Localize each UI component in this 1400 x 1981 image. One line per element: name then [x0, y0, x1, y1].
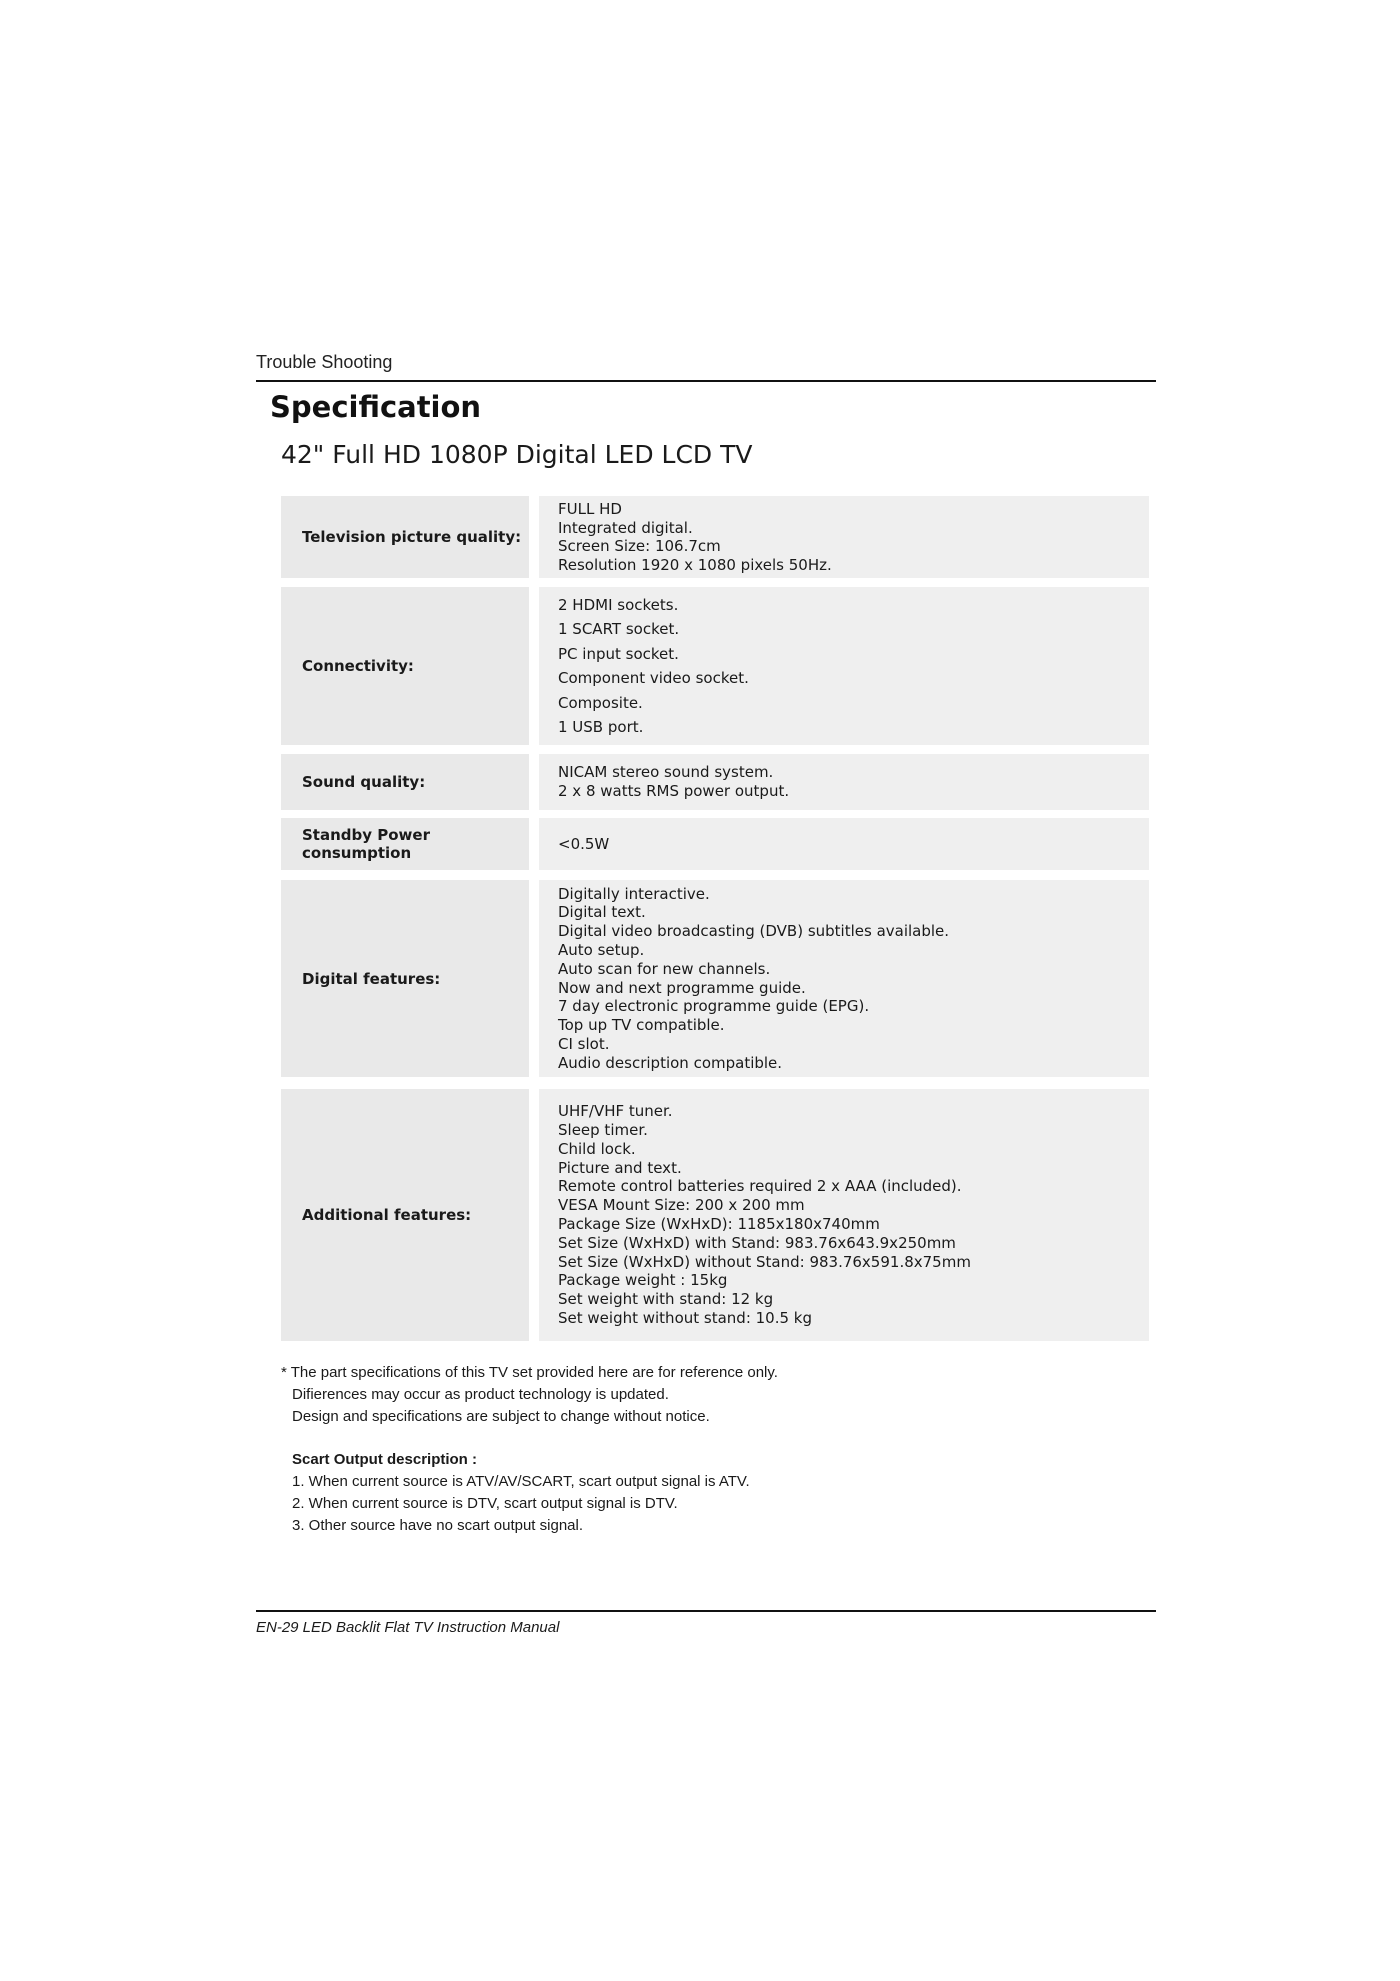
spec-value: 7 day electronic programme guide (EPG). [558, 997, 870, 1016]
spec-value: Package Size (WxHxD): 1185x180x740mm [558, 1215, 880, 1233]
spec-label: Additional features: [281, 1089, 529, 1341]
spec-value: Integrated digital. [558, 518, 693, 537]
spec-row-connectivity [281, 587, 1149, 745]
spec-values [539, 1089, 1149, 1341]
spec-value: Now and next programme guide. [558, 978, 806, 997]
spec-value: Picture and text. [558, 1158, 682, 1177]
product-title: 42" Full HD 1080P Digital LED LCD TV [281, 440, 753, 469]
spec-value: Auto setup. [558, 940, 645, 959]
spec-label: Television picture quality: [281, 496, 529, 578]
spec-label: Sound quality: [281, 754, 529, 810]
note-line: Difierences may occur as product technology is updated. [292, 1386, 669, 1403]
spec-values [539, 818, 1149, 870]
spec-value: 1 SCART socket. [558, 620, 680, 638]
spec-value: FULL HD [558, 500, 622, 518]
spec-value: Set Size (WxHxD) without Stand: 983.76x591.8x75mm [558, 1252, 971, 1271]
spec-value: <0.5W [558, 834, 610, 853]
spec-value: Digitally interactive. [558, 884, 710, 903]
spec-value: Screen Size: 106.7cm [558, 537, 721, 555]
spec-value: 2 x 8 watts RMS power output. [558, 782, 790, 800]
spec-value: Set weight with stand: 12 kg [558, 1290, 774, 1309]
spec-row-digital-features [281, 880, 1149, 1077]
scart-item: 1. When current source is ATV/AV/SCART, scart output signal is ATV. [292, 1473, 750, 1490]
section-label: Trouble Shooting [256, 352, 393, 372]
spec-value: Audio description compatible. [558, 1053, 783, 1072]
spec-row-additional-features [281, 1089, 1149, 1341]
spec-value: VESA Mount Size: 200 x 200 mm [558, 1196, 805, 1215]
spec-value: Top up TV compatible. [558, 1016, 725, 1035]
spec-values [539, 496, 1149, 578]
spec-row-standby-power [281, 818, 1149, 870]
spec-value: Set Size (WxHxD) with Stand: 983.76x643.9x250mm [558, 1233, 956, 1252]
spec-value: Child lock. [558, 1139, 636, 1158]
spec-value: Sleep timer. [558, 1121, 648, 1140]
scart-title: Scart Output description : [292, 1451, 478, 1468]
spec-value: NICAM stereo sound system. [558, 763, 774, 781]
scart-item: 2. When current source is DTV, scart output signal is DTV. [292, 1495, 678, 1512]
spec-label: Standby Power consumption [281, 818, 529, 870]
spec-row-sound-quality [281, 754, 1149, 810]
spec-value: Composite. [558, 693, 643, 712]
spec-value: Component video socket. [558, 669, 749, 687]
spec-value: Resolution 1920 x 1080 pixels 50Hz. [558, 555, 832, 574]
footer-rule [256, 1610, 1156, 1612]
spec-value: Set weight without stand: 10.5 kg [558, 1308, 813, 1327]
spec-value: Auto scan for new channels. [558, 959, 771, 978]
spec-value: Remote control batteries required 2 x AAA (included). [558, 1177, 962, 1196]
spec-value: Digital text. [558, 903, 646, 922]
spec-values [539, 754, 1149, 810]
spec-values [539, 880, 1149, 1077]
spec-label: Connectivity: [281, 587, 529, 745]
note-line: * The part specifications of this TV set provided here are for reference only. [281, 1364, 778, 1381]
spec-value: CI slot. [558, 1034, 610, 1053]
spec-row-picture-quality [281, 496, 1149, 578]
spec-value: 1 USB port. [558, 718, 644, 736]
notes [281, 1362, 778, 1537]
spec-label: Digital features: [281, 880, 529, 1077]
page-title: Specification [270, 390, 482, 424]
spec-value: UHF/VHF tuner. [558, 1102, 673, 1121]
note-line: Design and specifications are subject to change without notice. [292, 1408, 710, 1425]
spec-value: 2 HDMI sockets. [558, 595, 679, 614]
footer: EN-29 LED Backlit Flat TV Instruction Manual [256, 1619, 560, 1636]
header-rule [256, 380, 1156, 382]
spec-value: Digital video broadcasting (DVB) subtitles available. [558, 922, 950, 941]
scart-item: 3. Other source have no scart output signal. [292, 1517, 583, 1534]
spec-value: Package weight : 15kg [558, 1271, 728, 1290]
spec-values [539, 587, 1149, 745]
spec-value: PC input socket. [558, 644, 679, 663]
